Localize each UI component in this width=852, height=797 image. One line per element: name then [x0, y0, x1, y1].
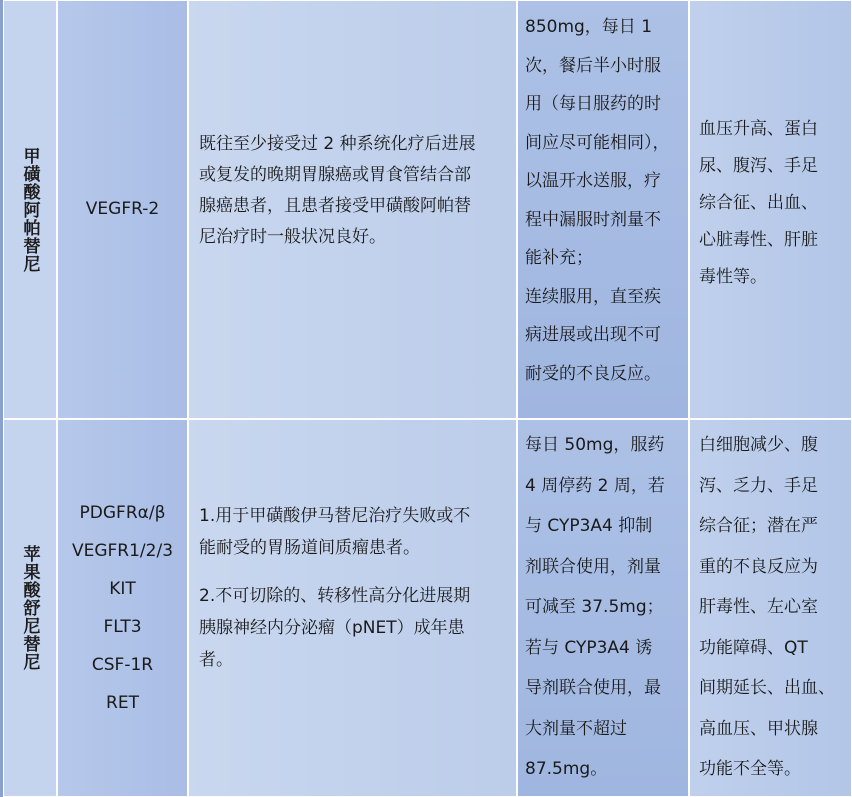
target-item: PDGFRα/β [79, 503, 166, 523]
drug-name-1: 甲磺酸阿帕替尼 [19, 146, 40, 273]
dose-cell-1 [517, 0, 689, 419]
target-item: CSF-1R [91, 655, 154, 675]
target-item: KIT [109, 579, 136, 599]
adverse-event-line: 功能不全等。 [699, 759, 801, 779]
adverse-event-line: 白细胞减少、腹 [699, 435, 818, 455]
target-item: VEGFR1/2/3 [71, 541, 174, 561]
dose-line: 用（每日服药的时 [525, 94, 661, 114]
dose-line: 以温开水送服，疗 [525, 171, 661, 191]
adverse-event-line: 毒性等。 [699, 267, 767, 287]
dose-line: 与 CYP3A4 抑制 [525, 516, 653, 536]
dose-line: 大剂量不超过 [525, 718, 627, 739]
target-item: RET [106, 693, 139, 713]
dose-line: 程中漏服时剂量不 [525, 209, 661, 230]
adverse-event-line: 高血压、甲状腺 [699, 718, 818, 739]
adverse-event-line: 泻、乏力、手足 [699, 475, 818, 496]
target-cell-1 [57, 0, 188, 419]
adverse-event-line: 功能障碍、QT [699, 637, 808, 658]
indication-gap [199, 564, 470, 580]
drug-name-cell-1 [3, 0, 57, 419]
target-cell-2 [57, 419, 188, 797]
dose-line: 可减至 37.5mg； [525, 597, 664, 617]
dose-line: 850mg，每日 1 [525, 17, 653, 37]
adverse-event-line: 心脏毒性、肝脏 [699, 230, 818, 250]
dose-cell-2 [517, 419, 689, 797]
adverse-event-line: 间期延长、出血、 [699, 678, 835, 698]
dose-line: 导剂联合使用，最 [525, 678, 661, 698]
adverse-event-line: 肝毒性、左心室 [699, 597, 818, 617]
dose-line: 4 周停药 2 周，若 [525, 475, 665, 496]
indication-line: 2.不可切除的、转移性高分化进展期 [199, 586, 471, 606]
drug-name-cell-2 [3, 419, 57, 797]
adverse-event-line: 重的不良反应为 [699, 556, 818, 577]
dose-line: 能补充； [525, 248, 593, 268]
adverse-events-cell-2 [689, 419, 852, 797]
dose-line: 次，餐后半小时服 [525, 55, 661, 76]
indication-line: 尼治疗时一般状况良好。 [199, 227, 386, 247]
dose-line: 病进展或出现不可 [525, 325, 661, 345]
target-item: VEGFR-2 [85, 199, 160, 219]
adverse-event-line: 综合征、出血、 [699, 193, 818, 213]
adverse-event-line: 尿、腹泻、手足 [699, 156, 818, 176]
indication-line: 腺癌患者，且患者接受甲磺酸阿帕替 [199, 196, 471, 216]
dose-line: 耐受的不良反应。 [525, 363, 661, 384]
adverse-events-cell-1 [689, 0, 852, 419]
adverse-event-line: 血压升高、蛋白 [699, 119, 818, 139]
indication-line: 1.用于甲磺酸伊马替尼治疗失败或不 [199, 506, 471, 526]
indication-line: 或复发的晚期胃腺癌或胃食管结合部 [199, 165, 471, 185]
drug-name-2: 苹果酸舒尼替尼 [19, 545, 40, 671]
indication-cell-2 [188, 419, 517, 797]
dose-line: 连续服用，直至疾 [525, 286, 661, 307]
indication-line: 胰腺神经内分泌瘤（pNET）成年患 [199, 618, 465, 638]
adverse-event-line: 综合征；潜在严 [699, 516, 818, 536]
target-item: FLT3 [103, 617, 142, 637]
dose-line: 剂联合使用，剂量 [525, 556, 661, 577]
dose-line: 87.5mg。 [525, 759, 608, 779]
indication-cell-1 [188, 0, 517, 419]
indication-line: 者。 [199, 650, 233, 670]
dose-line: 间应尽可能相同）， [525, 132, 670, 153]
dose-line: 若与 CYP3A4 诱 [525, 637, 653, 658]
indication-line: 能耐受的胃肠道间质瘤患者。 [199, 538, 420, 558]
dose-line: 每日 50mg，服药 [525, 435, 665, 455]
indication-line: 既往至少接受过 2 种系统化疗后进展 [199, 134, 476, 154]
